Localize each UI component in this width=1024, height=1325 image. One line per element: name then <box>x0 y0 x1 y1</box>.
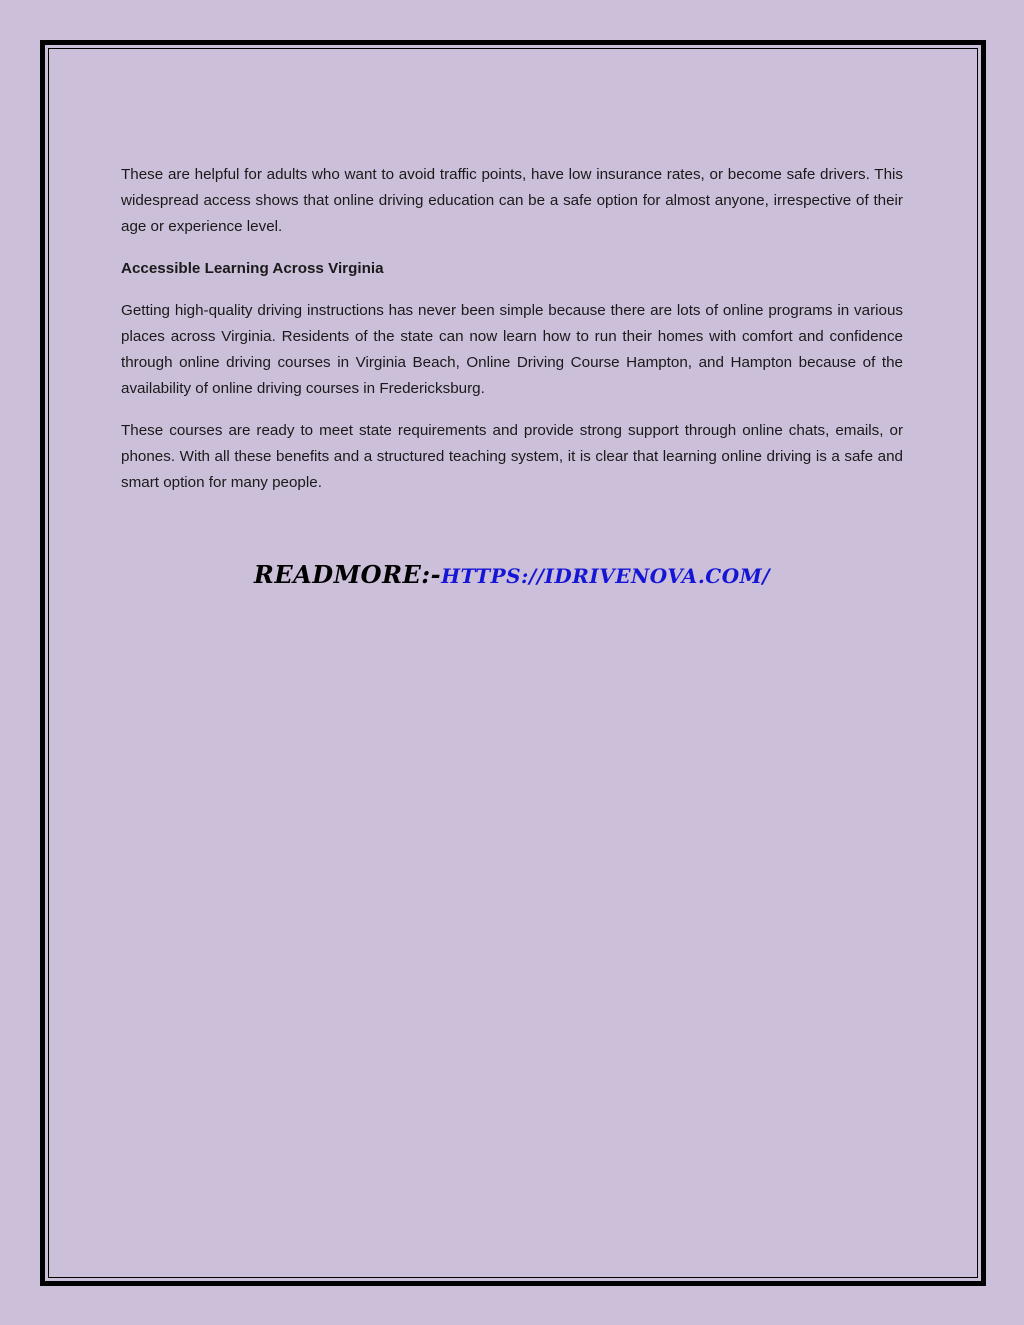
readmore-link[interactable]: HTTPS://IDRIVENOVA.COM/ <box>441 564 771 588</box>
paragraph-access: Getting high-quality driving instructions has never been simple because there are lots of online programs in various places across Virginia. Residents of the state can now learn how to run their homes with comfort and confidence through online driving courses in Virginia Beach, Online Driving Course Hampton, and Hampton because of the availability of online driving courses in Fredericksburg. <box>121 302 903 397</box>
paragraph-intro: These are helpful for adults who want to avoid traffic points, have low insurance rates, or become safe drivers. This widespread access shows that online driving education can be a safe option for almost anyone, irrespective of their age or experience level. <box>121 166 903 235</box>
document-body <box>121 162 903 512</box>
readmore-label: READMORE:- <box>253 560 442 589</box>
section-heading: Accessible Learning Across Virginia <box>121 260 384 277</box>
readmore-line <box>0 560 1024 589</box>
paragraph-support: These courses are ready to meet state requirements and provide strong support through online chats, emails, or phones. With all these benefits and a structured teaching system, it is clear that learning online driving is a safe and smart option for many people. <box>121 422 903 491</box>
